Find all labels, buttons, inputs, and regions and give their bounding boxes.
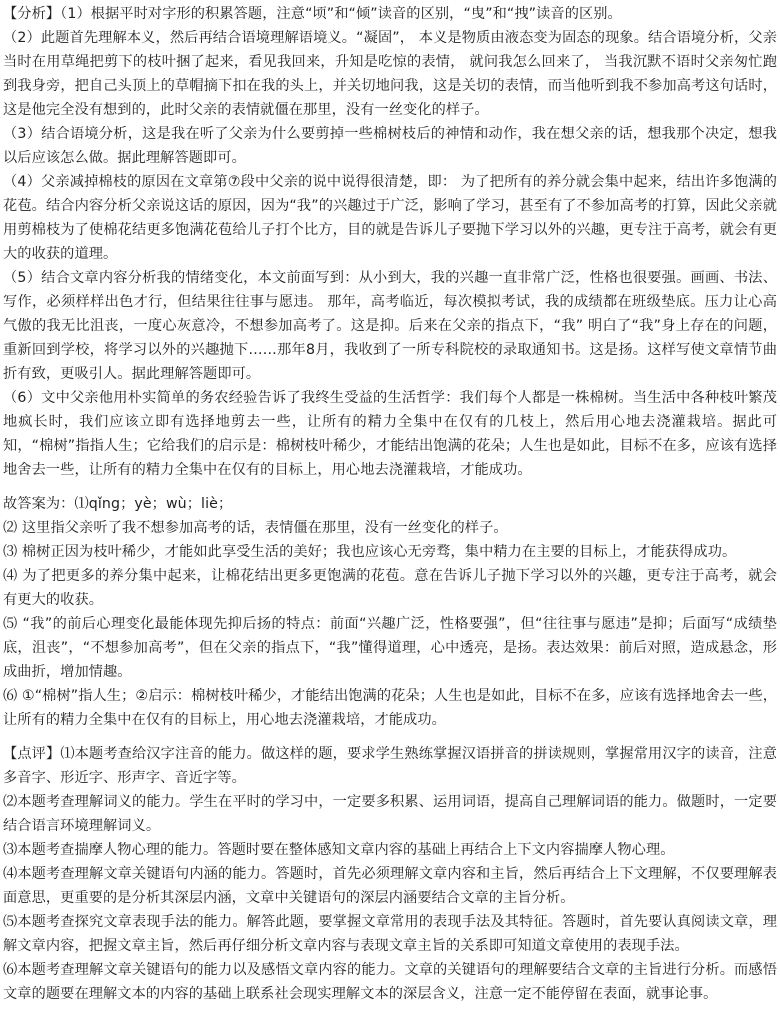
comment-item-2: ⑵本题考查理解词义的能力。学生在平时的学习中，一定要多积累、运用词语，提高自己理解词语的能力。做题时，一定要结合语言环境理解词义。 [3, 794, 777, 834]
comment-item-3: ⑶本题考查揣摩人物心理的能力。答题时要在整体感知文章内容的基础上再结合上下文内容揣摩人物心理。 [3, 842, 675, 858]
comment-item-5: ⑸本题考查探究文章表现手法的能力。解答此题，要掌握文章常用的表现手法及其特征。答题时，首先要认真阅读文章，理解文章内容，把握文章主旨，然后再仔细分析文章内容与表现文章主旨的关系即可知道文章使用的表现手法。 [3, 914, 777, 954]
analysis-item-5: （5）结合文章内容分析我的情绪变化，本文前面写到：从小到大，我的兴趣一直非常广泛，性格也很要强。画画、书法、写作，必须样样出色才行，但结果往往事与愿违。 那年，高考临近，每次模拟考试，我的成绩都在班级垫底。压力让心高气傲的我无比沮丧，一度心灰意冷，不想参加高考了。这是抑。后来在父亲的指点下，“我” 明白了“我”身上存在的问题， 重新回到学校，将学习以外的兴趣抛下……那年8月，我收到了一所专科院校的录取通知书。这是扬。这样写使文章情节曲折有致，更吸引人。据此理解答题即可。 [3, 270, 777, 382]
comment-item-4: ⑷本题考查理解文章关键语句内涵的能力。答题时，首先必须理解文章内容和主旨，然后再结合上下文理解，不仅要理解表面意思，更重要的是分析其深层内涵，文章中关键语句的深层内涵要结合文章的主旨分析。 [3, 866, 777, 906]
answer-item-2: ⑵ 这里指父亲听了我不想参加高考的话，表情僵在那里，没有一丝变化的样子。 [3, 520, 508, 536]
analysis-item-4: （4）父亲减掉棉枝的原因在文章第⑦段中父亲的说中说得很清楚，即： 为了把所有的养分就会集中起来，结出许多饱满的花苞。结合内容分析父亲说这话的原因，因为“我”的兴趣过于广泛，影响了学习，甚至有了不参加高考的打算，因此父亲就用剪棉枝为了使棉花结更多饱满花苞给儿子打个比方，目的就是告诉儿子要抛下学习以外的兴趣，更专注于高考，就会有更大的收获的道理。 [3, 174, 777, 262]
section-spacer [3, 732, 777, 742]
analysis-item-6: （6）文中父亲他用朴实简单的务农经验告诉了我终生受益的生活哲学：我们每个人都是一株棉树。当生活中各种枝叶繁茂地疯长时，我们应该立即有选择地剪去一些，让所有的精力全集中在仅有的几枝上，然后用心地去浇灌栽培。据此可知，“棉树”指指人生；它给我们的启示是：棉树枝叶稀少，才能结出饱满的花朵；人生也是如此，目标不在多，应该有选择地舍去一些，让所有的精力全集中在仅有的目标上，用心地去浇灌栽培，才能成功。 [3, 390, 777, 478]
comment-section [3, 742, 777, 1006]
answer-item-4: ⑷ 为了把更多的养分集中起来，让棉花结出更多更饱满的花苞。意在告诉儿子抛下学习以外的兴趣，更专注于高考，就会有更大的收获。 [3, 568, 777, 608]
answer-intro: 故答案为：⑴qǐng；yè；wù；liè； [3, 496, 233, 512]
comment-heading-tag: 【点评】 [3, 746, 61, 762]
comment-item-1 [3, 742, 777, 790]
comment-item-1-text: ⑴本题考查给汉字注音的能力。做这样的题，要求学生熟练掌握汉语拼音的拼读规则，掌握常用汉字的读音，注意多音字、形近字、形声字、音近字等。 [3, 746, 777, 786]
answer-section [3, 492, 777, 732]
comment-item-6: ⑹本题考查理解文章关键语句的能力以及感悟文章内容的能力。文章的关键语句的理解要结合文章的主旨进行分析。而感悟文章的题要在理解文本的内容的基础上联系社会现实理解文本的深层含义，注意一定不能停留在表面，就事论事。 [3, 962, 777, 1002]
analysis-heading-tag: 【分析】 [3, 6, 61, 22]
section-spacer [3, 482, 777, 492]
analysis-item-1 [3, 2, 777, 26]
analysis-item-1-text: （1）根据平时对字形的积累答题，注意“顷”和“倾”读音的区别，“曳”和“拽”读音的区别。 [60, 6, 622, 22]
analysis-section [3, 2, 777, 482]
answer-item-6: ⑹ ①“棉树”指人生；②启示：棉树枝叶稀少，才能结出饱满的花朵；人生也是如此，目标不在多，应该有选择地舍去一些，让所有的精力全集中在仅有的目标上，用心地去浇灌栽培，才能成功。 [3, 688, 777, 728]
analysis-item-2: （2）此题首先理解本义，然后再结合语境理解语境义。“凝固”， 本义是物质由液态变为固态的现象。结合语境分析，父亲当时在用草绳把剪下的枝叶捆了起来，看见我回来，升知是吃惊的表情， 就问我怎么回来了， 当我沉默不语时父亲匆忙跑到我身旁，把自己头顶上的草帽摘下扣在我的头上，并关切地问我，这是关切的表情，而当他听到我不参加高考这句话时，这是他完全没有想到的，此时父亲的表情就僵在那里，没有一丝变化的样子。 [3, 30, 777, 118]
analysis-item-3: （3）结合语境分析，这是我在听了父亲为什么要剪掉一些棉树枝后的神情和动作，我在想父亲的话，想我那个决定，想我以后应该怎么做。据此理解答题即可。 [3, 126, 777, 166]
answer-item-5: ⑸ “我”的前后心理变化最能体现先抑后扬的特点：前面“兴趣广泛，性格要强”，但“往往事与愿违”是抑；后面写“成绩垫底，沮丧”，“不想参加高考”，但在父亲的指点下，“我”懂得道理，心中透亮，是扬。表达效果：前后对照，造成悬念，形成曲折，增加情趣。 [3, 616, 777, 680]
answer-item-3: ⑶ 棉树正因为枝叶稀少，才能如此享受生活的美好；我也应该心无旁骛，集中精力在主要的目标上，才能获得成功。 [3, 544, 737, 560]
